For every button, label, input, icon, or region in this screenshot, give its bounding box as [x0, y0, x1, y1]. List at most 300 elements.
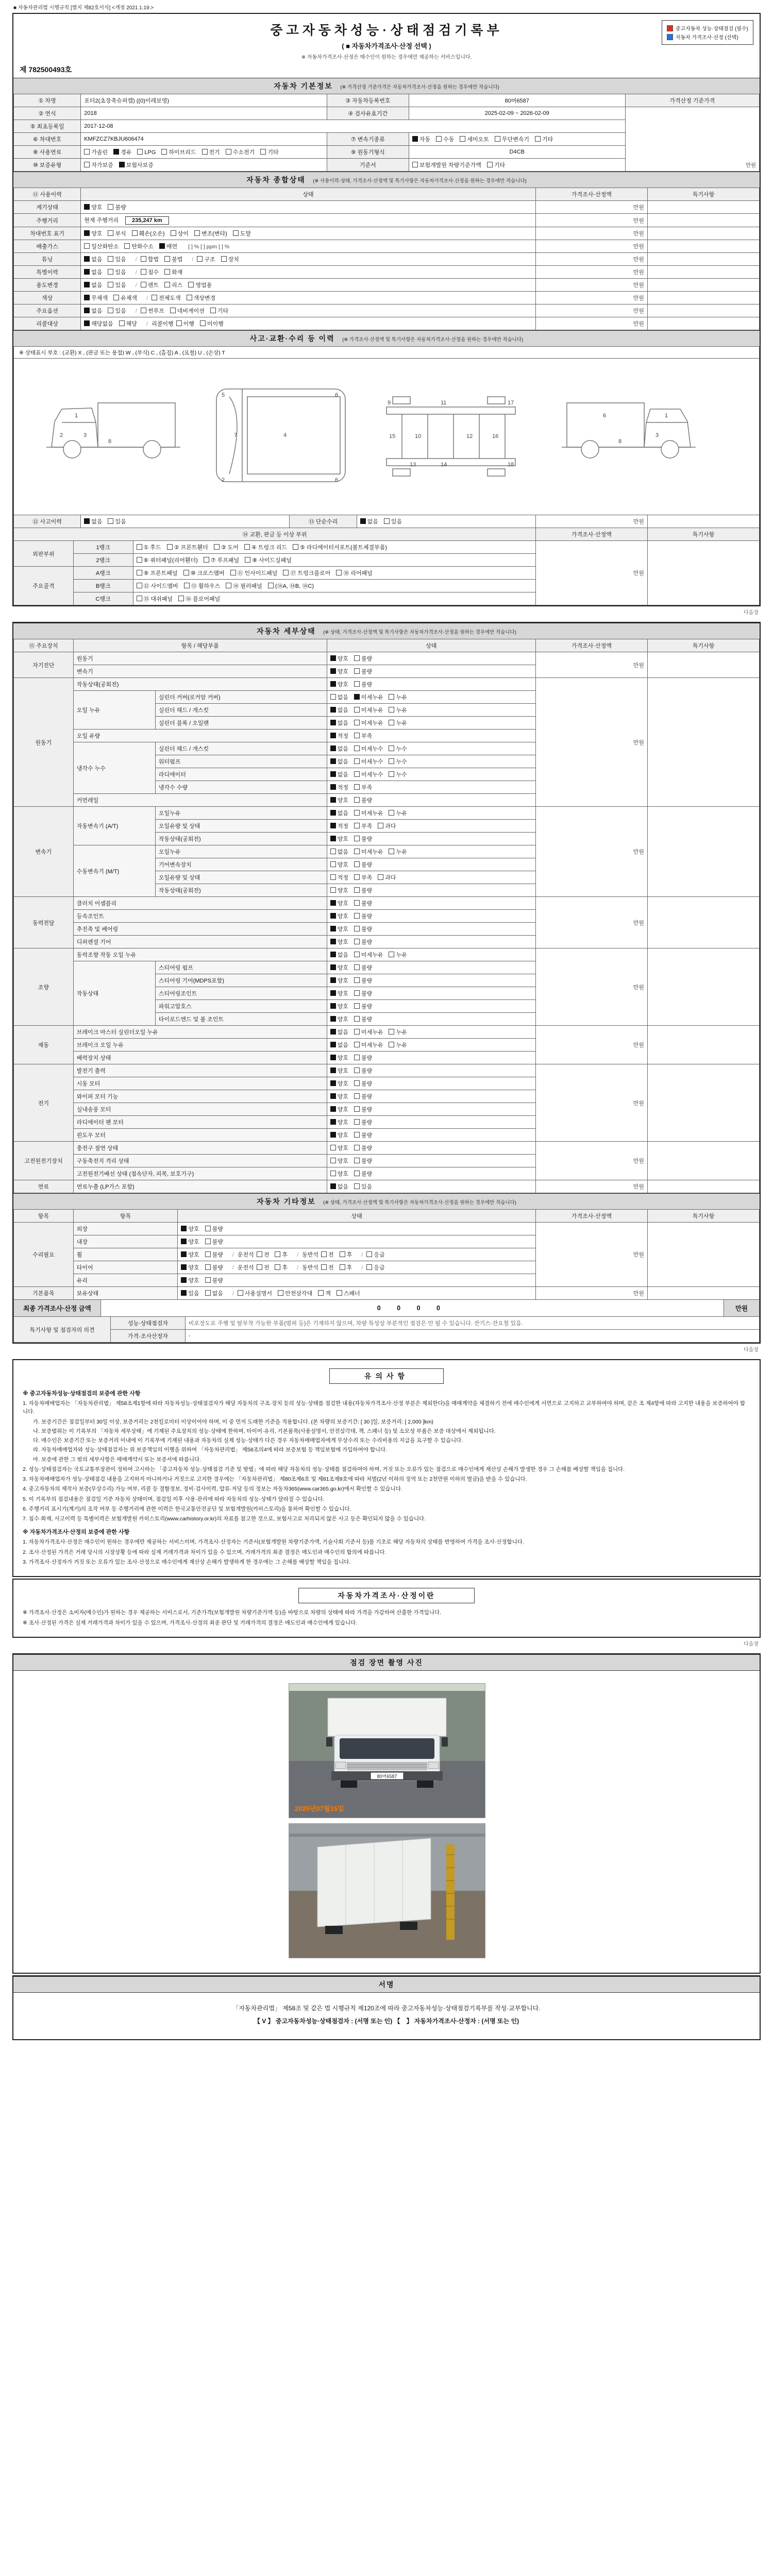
checkbox[interactable]	[330, 1171, 336, 1176]
option	[354, 744, 383, 753]
option	[354, 1002, 372, 1010]
checkbox[interactable]	[238, 1290, 243, 1296]
checkbox[interactable]	[84, 269, 90, 275]
checkbox[interactable]	[108, 230, 113, 236]
checkbox[interactable]	[178, 596, 184, 601]
checkbox[interactable]	[389, 707, 394, 713]
checkbox[interactable]	[170, 308, 176, 313]
checkbox[interactable]	[278, 1290, 283, 1296]
inspection-photo-rear	[289, 1823, 484, 1958]
checkbox[interactable]	[330, 720, 336, 725]
item-label: 실내송풍 모터	[73, 1103, 327, 1116]
checkbox[interactable]	[84, 149, 90, 155]
checkbox[interactable]	[330, 707, 336, 713]
checkbox[interactable]	[354, 810, 360, 816]
checkbox[interactable]	[460, 136, 465, 142]
section-title-overall: 자동차 종합상태	[246, 176, 306, 184]
checkbox[interactable]	[354, 1067, 360, 1073]
option-label: 누수	[396, 772, 407, 778]
option	[330, 744, 348, 753]
option-label: 양호	[337, 901, 348, 907]
inspection-valid-label: ④ 검사유효기간	[327, 107, 409, 120]
checkbox[interactable]	[84, 204, 90, 210]
checkbox[interactable]	[354, 655, 360, 661]
transmission-options	[409, 133, 625, 146]
option-label: 미세누수	[361, 759, 383, 765]
use-history-label: 주행거리	[14, 214, 81, 227]
document-header	[13, 14, 760, 62]
panel-items	[133, 580, 535, 592]
checkbox[interactable]	[330, 771, 336, 777]
checkbox[interactable]	[108, 204, 113, 210]
option-label: 영업용	[195, 282, 212, 289]
checkbox[interactable]	[221, 256, 227, 262]
checkbox[interactable]	[354, 771, 360, 777]
checkbox[interactable]	[84, 243, 90, 249]
checkbox[interactable]	[412, 162, 418, 167]
option-label: 미세누유	[361, 1029, 383, 1036]
option-label: 없음	[337, 720, 348, 726]
checkbox[interactable]	[330, 1042, 336, 1047]
checkbox[interactable]	[205, 1264, 211, 1270]
checkbox[interactable]	[137, 596, 142, 601]
checkbox[interactable]	[389, 694, 394, 700]
checkbox[interactable]	[389, 720, 394, 725]
checkbox[interactable]	[354, 1016, 360, 1022]
option-label: 탄화수소	[131, 244, 154, 250]
checkbox[interactable]	[330, 797, 336, 803]
section-bar-misc	[13, 1193, 760, 1210]
item-label: 추진축 및 베어링	[73, 923, 327, 936]
reg-number-value: 80머6587	[409, 94, 625, 107]
checkbox[interactable]	[205, 1277, 211, 1283]
checkbox[interactable]	[330, 1132, 336, 1138]
checkbox[interactable]	[257, 1251, 262, 1257]
checkbox[interactable]	[354, 1106, 360, 1112]
checkbox[interactable]	[330, 1158, 336, 1163]
checkbox[interactable]	[108, 282, 113, 287]
checkbox[interactable]	[354, 926, 360, 931]
checkbox[interactable]	[210, 308, 216, 313]
checkbox[interactable]	[108, 269, 113, 275]
note-cell	[647, 253, 759, 266]
option	[330, 938, 348, 946]
option-label: 미세누수	[361, 746, 383, 752]
basis-option	[487, 161, 505, 169]
option-label: 적정	[337, 875, 348, 881]
checkbox[interactable]	[181, 1239, 187, 1244]
use-history-label: 튜닝	[14, 253, 81, 266]
checkbox[interactable]	[84, 518, 90, 524]
checkbox[interactable]	[354, 1042, 360, 1047]
checkbox[interactable]	[330, 1080, 336, 1086]
table-row	[14, 652, 760, 665]
checkbox[interactable]	[330, 1055, 336, 1060]
option-label: 세미오토	[467, 137, 489, 143]
checkbox[interactable]	[354, 823, 360, 828]
checkbox[interactable]	[354, 952, 360, 957]
option-label: 양호	[188, 1278, 199, 1284]
checkbox[interactable]	[330, 694, 336, 700]
simple-repair-label: ⑬ 단순수리	[290, 515, 357, 528]
checkbox[interactable]	[293, 544, 298, 550]
option-label: 불량	[361, 1107, 373, 1113]
checkbox[interactable]	[283, 570, 289, 575]
checkbox[interactable]	[354, 1132, 360, 1138]
table-row	[14, 515, 760, 528]
item-label: 오일 유량	[73, 730, 327, 742]
section-bar-overall	[13, 172, 760, 188]
checkbox[interactable]	[366, 1251, 372, 1257]
checkbox[interactable]	[330, 836, 336, 841]
checkbox[interactable]	[257, 1264, 262, 1270]
checkbox[interactable]	[202, 149, 208, 155]
option	[132, 229, 165, 238]
state-cell	[327, 755, 535, 768]
checkbox[interactable]	[84, 162, 90, 167]
checkbox[interactable]	[330, 1067, 336, 1073]
notes-heading: ※ 중고자동차성능·상태점검의 보증에 관한 사항	[23, 1391, 141, 1397]
checkbox[interactable]	[230, 570, 236, 575]
checkbox[interactable]	[275, 1264, 280, 1270]
checkbox[interactable]	[137, 149, 143, 155]
checkbox[interactable]	[330, 745, 336, 751]
checkbox[interactable]	[321, 1264, 327, 1270]
checkbox[interactable]	[354, 784, 360, 790]
note-cell	[647, 1180, 759, 1193]
checkbox[interactable]	[337, 1290, 342, 1296]
checkbox[interactable]	[354, 964, 360, 970]
checkbox[interactable]	[141, 282, 146, 287]
checkbox[interactable]	[389, 745, 394, 751]
item-label: 발전기 출력	[73, 1064, 327, 1077]
checkbox[interactable]	[137, 583, 142, 588]
checkbox[interactable]	[354, 797, 360, 803]
checkbox[interactable]	[268, 583, 274, 588]
checkbox[interactable]	[330, 861, 336, 867]
section-title-basic: 자동차 기본정보	[274, 82, 333, 90]
checkbox[interactable]	[360, 518, 366, 524]
checkbox[interactable]	[124, 243, 130, 249]
checkbox[interactable]	[226, 149, 231, 155]
note-cell	[647, 652, 759, 678]
option-label: 기타	[494, 162, 506, 168]
checkbox[interactable]	[141, 256, 146, 262]
option	[354, 1066, 372, 1075]
checkbox[interactable]	[354, 874, 360, 880]
checkbox[interactable]	[205, 1239, 211, 1244]
option	[197, 255, 215, 263]
checkbox[interactable]	[330, 900, 336, 906]
checkbox[interactable]	[204, 557, 209, 563]
option-label: 미세누유	[361, 810, 383, 817]
option	[108, 268, 126, 276]
checkbox[interactable]	[354, 758, 360, 764]
checkbox[interactable]	[354, 733, 360, 738]
checkbox[interactable]	[389, 771, 394, 777]
checkbox[interactable]	[354, 939, 360, 944]
checkbox[interactable]	[354, 849, 360, 854]
price-cell: 만원	[535, 897, 647, 948]
svg-text:6: 6	[603, 413, 607, 419]
checkbox[interactable]	[164, 282, 170, 287]
checkbox[interactable]	[84, 295, 90, 300]
checkbox[interactable]	[354, 1080, 360, 1086]
option	[141, 281, 159, 289]
checkbox[interactable]	[354, 694, 360, 700]
checkbox[interactable]	[181, 1251, 187, 1257]
checkbox[interactable]	[330, 668, 336, 674]
checkbox[interactable]	[330, 990, 336, 996]
checkbox[interactable]	[244, 544, 250, 550]
checkbox[interactable]	[354, 720, 360, 725]
option-label: 없음	[212, 1291, 223, 1297]
checkbox[interactable]	[188, 282, 194, 287]
option	[389, 693, 407, 701]
checkbox[interactable]	[245, 557, 250, 563]
note-cell	[647, 897, 759, 948]
checkbox[interactable]	[354, 681, 360, 687]
panel-item	[268, 582, 314, 590]
checkbox[interactable]	[354, 707, 360, 713]
price-cell: 만원	[535, 1026, 647, 1064]
option-label: 하이브리드	[169, 149, 196, 156]
checkbox[interactable]	[330, 810, 336, 816]
checkbox[interactable]	[354, 1145, 360, 1150]
checkbox[interactable]	[119, 320, 125, 326]
checkbox[interactable]	[205, 1251, 211, 1257]
table-header-row	[14, 1210, 760, 1223]
checkbox[interactable]	[535, 136, 541, 142]
checkbox[interactable]	[340, 1251, 345, 1257]
checkbox[interactable]	[389, 1042, 394, 1047]
panel-rank-label: 2랭크	[73, 554, 133, 567]
option-label: 있음	[361, 1184, 373, 1190]
option-label: 미세누유	[361, 707, 383, 714]
checkbox[interactable]	[330, 733, 336, 738]
checkbox[interactable]	[205, 1226, 211, 1231]
checkbox[interactable]	[330, 823, 336, 828]
checkbox[interactable]	[108, 518, 113, 524]
checkbox[interactable]	[84, 320, 90, 326]
use-history-label: 특별이력	[14, 266, 81, 279]
option	[330, 951, 348, 959]
checkbox[interactable]	[171, 230, 176, 236]
option-label: 안전삼각대	[285, 1291, 313, 1297]
checkbox[interactable]	[354, 1003, 360, 1009]
checkbox[interactable]	[366, 1264, 372, 1270]
checkbox[interactable]	[164, 256, 170, 262]
checkbox[interactable]	[152, 295, 157, 300]
checkbox[interactable]	[330, 887, 336, 893]
checkbox[interactable]	[330, 1029, 336, 1035]
checkbox[interactable]	[321, 1251, 327, 1257]
checkbox[interactable]	[354, 1093, 360, 1099]
option-label: 전	[263, 1265, 270, 1271]
group-label: 전기	[14, 1064, 74, 1142]
option-label: 없음	[337, 1042, 348, 1048]
option	[330, 770, 348, 778]
option-label: 양호	[91, 205, 103, 211]
checkbox[interactable]	[330, 1119, 336, 1125]
checkbox[interactable]	[330, 758, 336, 764]
note-cell	[647, 214, 759, 227]
panel-item	[184, 582, 221, 590]
checkbox[interactable]	[275, 1251, 280, 1257]
option	[275, 1250, 288, 1259]
panel-rank-label: C랭크	[73, 592, 133, 605]
state-cell	[327, 665, 535, 678]
checkbox[interactable]	[214, 544, 220, 550]
checkbox[interactable]	[330, 977, 336, 983]
checkbox[interactable]	[137, 557, 142, 563]
checkbox[interactable]	[184, 583, 190, 588]
checkbox[interactable]	[141, 308, 146, 313]
table-row	[14, 304, 760, 317]
checkbox[interactable]	[141, 269, 146, 275]
checkbox[interactable]	[330, 849, 336, 854]
checkbox[interactable]	[330, 1016, 336, 1022]
checkbox[interactable]	[108, 256, 113, 262]
checkbox[interactable]	[161, 149, 167, 155]
checkbox[interactable]	[389, 810, 394, 816]
checkbox[interactable]	[159, 243, 165, 249]
checkbox[interactable]	[354, 977, 360, 983]
checkbox[interactable]	[354, 836, 360, 841]
checkbox[interactable]	[354, 745, 360, 751]
checkbox[interactable]	[132, 230, 138, 236]
checkbox[interactable]	[330, 1093, 336, 1099]
checkbox[interactable]	[378, 874, 383, 880]
option	[238, 1289, 272, 1297]
price-cell: 만원	[535, 266, 647, 279]
checkbox[interactable]	[84, 308, 90, 313]
part-label: 오일유량 및 상태	[155, 820, 327, 833]
state-prefix: 동반석	[302, 1265, 319, 1271]
state-cell	[327, 652, 535, 665]
checkbox[interactable]	[183, 570, 189, 575]
checkbox[interactable]	[119, 162, 125, 167]
checkbox[interactable]	[200, 320, 206, 326]
checkbox[interactable]	[113, 149, 119, 155]
checkbox[interactable]	[197, 256, 203, 262]
checkbox[interactable]	[181, 1277, 187, 1283]
checkbox[interactable]	[226, 583, 231, 588]
panel-item	[226, 582, 262, 590]
checkbox[interactable]	[436, 136, 442, 142]
table-row	[14, 279, 760, 292]
checkbox[interactable]	[354, 1183, 360, 1189]
checkbox[interactable]	[330, 926, 336, 931]
checkbox[interactable]	[412, 136, 418, 142]
checkbox[interactable]	[354, 900, 360, 906]
checkbox[interactable]	[176, 320, 182, 326]
option-label: 있음	[188, 1291, 199, 1297]
checkbox[interactable]	[330, 1183, 336, 1189]
checkbox[interactable]	[336, 570, 342, 575]
checkbox[interactable]	[354, 1158, 360, 1163]
option	[330, 1144, 348, 1152]
checkbox[interactable]	[84, 256, 90, 262]
panel-items	[133, 592, 535, 605]
checkbox[interactable]	[354, 1029, 360, 1035]
checkbox[interactable]	[354, 887, 360, 893]
checkbox[interactable]	[330, 913, 336, 919]
checkbox[interactable]	[330, 1003, 336, 1009]
checkbox[interactable]	[330, 964, 336, 970]
checkbox[interactable]	[330, 681, 336, 687]
checkbox[interactable]	[233, 230, 239, 236]
checkbox[interactable]	[389, 758, 394, 764]
checkbox[interactable]	[389, 952, 394, 957]
checkbox[interactable]	[354, 1119, 360, 1125]
option-label: 기타	[267, 149, 279, 156]
checkbox[interactable]	[167, 544, 173, 550]
checkbox[interactable]	[340, 1264, 345, 1270]
group-label: 수리필요	[14, 1223, 74, 1287]
checkbox[interactable]	[389, 1029, 394, 1035]
checkbox[interactable]	[137, 570, 142, 575]
checkbox[interactable]	[187, 295, 192, 300]
checkbox[interactable]	[354, 913, 360, 919]
option	[330, 783, 348, 791]
checkbox[interactable]	[84, 230, 90, 236]
svg-text:8: 8	[108, 438, 112, 445]
checkbox[interactable]	[318, 1290, 324, 1296]
checkbox[interactable]	[181, 1264, 187, 1270]
checkbox[interactable]	[354, 1055, 360, 1060]
checkbox[interactable]	[194, 230, 200, 236]
checkbox[interactable]	[354, 668, 360, 674]
checkbox[interactable]	[205, 1290, 211, 1296]
checkbox[interactable]	[181, 1290, 187, 1296]
note-cell	[647, 227, 759, 240]
checkbox[interactable]	[330, 655, 336, 661]
checkbox[interactable]	[330, 874, 336, 880]
option-label: 있음	[115, 308, 126, 314]
checkbox[interactable]	[495, 136, 500, 142]
checkbox[interactable]	[330, 1145, 336, 1150]
checkbox[interactable]	[113, 295, 119, 300]
checkbox[interactable]	[164, 269, 170, 275]
checkbox[interactable]	[181, 1226, 187, 1231]
checkbox[interactable]	[354, 990, 360, 996]
signature-line-2[interactable]: 【 V 】 중고자동차성능·상태점검자 : (서명 또는 인) 【 】 자동차가격조사·산정자 : (서명 또는 인)	[254, 2017, 519, 2025]
checkbox[interactable]	[108, 308, 113, 313]
checkbox[interactable]	[354, 861, 360, 867]
checkbox[interactable]	[260, 149, 266, 155]
notes-paragraph: 4. 중고자동차의 제작사 보증(무상수리) 가능 여부, 리콜 등 결함정보, 정비·검사이력, 압류·저당 등의 정보는 자동차365(www.car365.go.kr)에서 확인할 수 있습니다.	[23, 1486, 402, 1493]
checkbox[interactable]	[330, 784, 336, 790]
checkbox[interactable]	[330, 939, 336, 944]
checkbox[interactable]	[84, 282, 90, 287]
option-label: 양호	[337, 669, 348, 675]
checkbox[interactable]	[330, 1106, 336, 1112]
notes-paragraph: 1. 자동차가격조사·산정은 매수인이 원하는 경우에만 제공하는 서비스이며, 가격조사·산정자는 기준서(보험개발원 차량기준가액, 기술사회 기준서 등)를 기초로 해당 자동차의 상태를 반영하여 가격을 조사·산정합니다.	[23, 1539, 524, 1546]
checkbox[interactable]	[487, 162, 493, 167]
checkbox[interactable]	[384, 518, 390, 524]
checkbox[interactable]	[354, 1171, 360, 1176]
checkbox[interactable]	[330, 952, 336, 957]
option	[330, 1002, 348, 1010]
option-label: 스패너	[343, 1291, 360, 1297]
checkbox[interactable]	[137, 544, 142, 550]
photos-body	[13, 1671, 760, 1973]
note-cell	[647, 1223, 759, 1287]
checkbox[interactable]	[389, 849, 394, 854]
checkbox[interactable]	[378, 823, 383, 828]
option	[200, 319, 224, 328]
